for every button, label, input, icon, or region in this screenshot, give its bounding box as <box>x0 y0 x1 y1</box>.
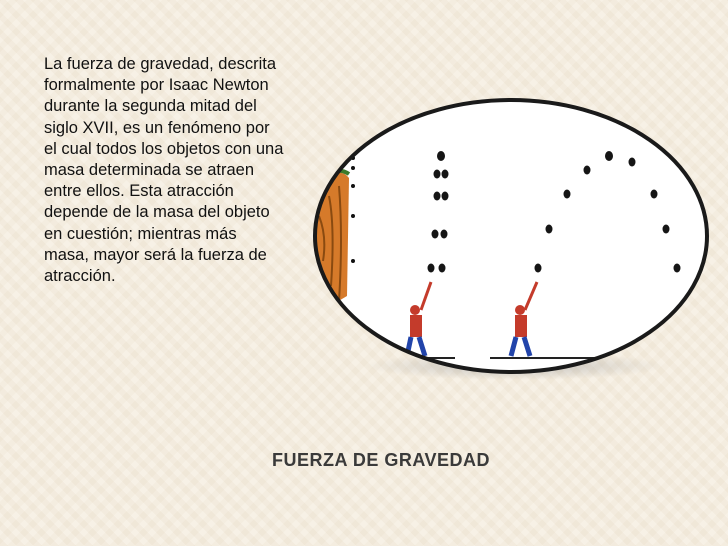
cliff-icon <box>313 173 349 316</box>
gravity-illustration <box>305 86 717 386</box>
slide-title: FUERZA DE GRAVEDAD <box>272 450 491 470</box>
slide-body-text: La fuerza de gravedad, descrita formalmente por Isaac Newton durante la segunda mitad del siglo XVII, es un fenómeno por el cual todos los objetos con una masa determinada se atraen entre ellos. Esta atracción depende de la masa del objeto en cuestión; mientras más masa, mayor será la fuerza de atracción. <box>44 55 284 286</box>
